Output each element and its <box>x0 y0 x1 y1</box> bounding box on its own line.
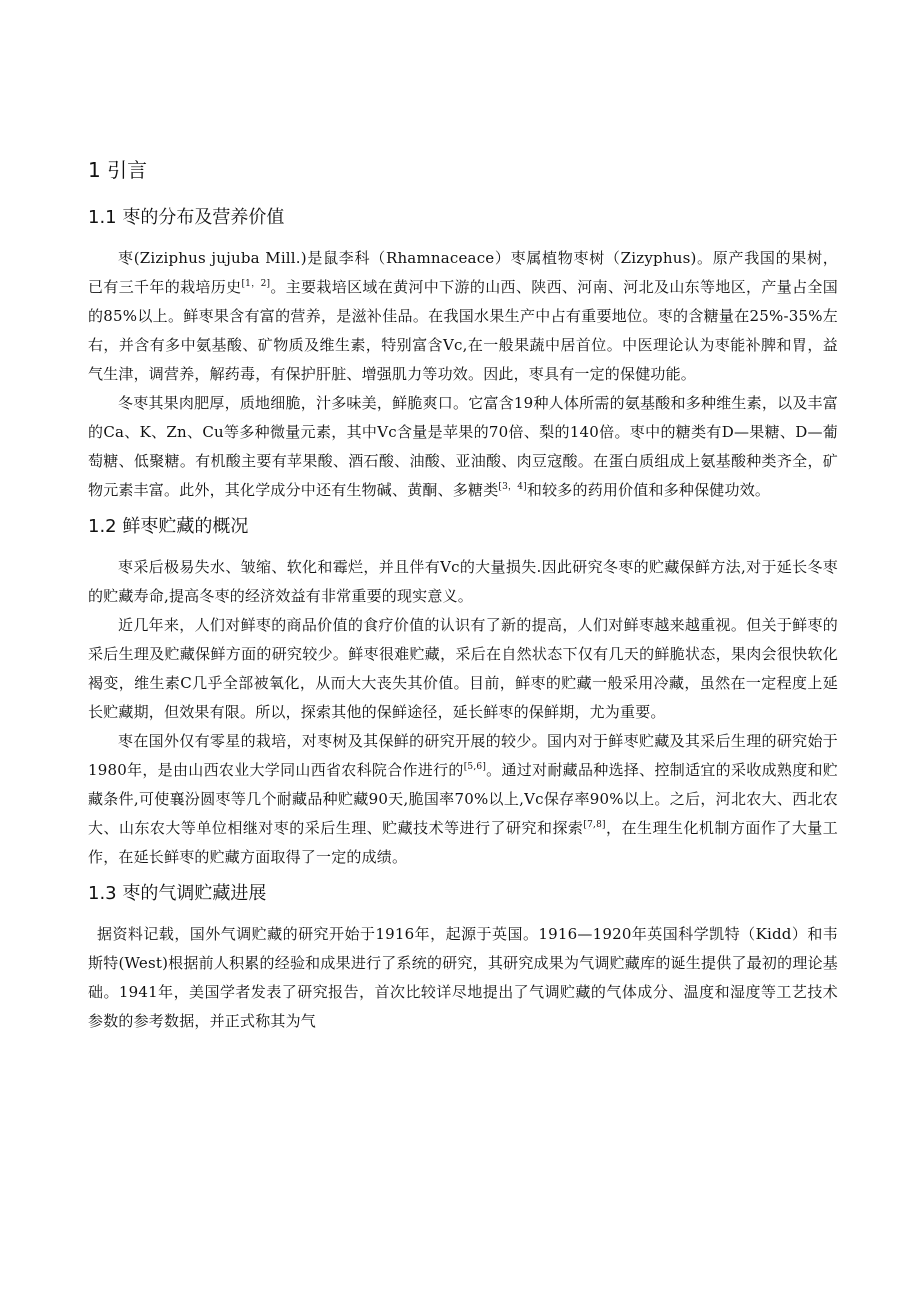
paragraph-text: 和较多的药用价值和多种保健功效。 <box>526 481 771 499</box>
citation: [3，4] <box>498 482 527 492</box>
paragraph-text: 枣(Ziziphus jujuba Mill.)是鼠李科（Rhamnaceace）枣属植物枣树（Zizyphus)。原产我国的果树，已有三千年的栽培历史 <box>88 249 838 296</box>
paragraph: 近几年来，人们对鲜枣的商品价值的食疗价值的认识有了新的提高，人们对鲜枣越来越重视。但关于鲜枣的采后生理及贮藏保鲜方面的研究较少。鲜枣很难贮藏，采后在自然状态下仅有几天的鲜脆状态，果肉会很快软化褐变，维生素C几乎全部被氧化，从而大大丧失其价值。目前，鲜枣的贮藏一般采用冷藏，虽然在一定程度上延长贮藏期，但效果有限。所以，探索其他的保鲜途径，延长鲜枣的保鲜期，尤为重要。 <box>88 616 838 721</box>
paragraph-text: 冬枣其果肉肥厚，质地细脆，汁多味美，鲜脆爽口。它富含19种人体所需的氨基酸和多种维生素，以及丰富的Ca、K、Zn、Cu等多种微量元素，其中Vc含量是苹果的70倍、梨的140倍。枣中的糖类有D—果糖、D—葡萄糖、低聚糖。有机酸主要有苹果酸、酒石酸、油酸、亚油酸、肉豆寇酸。在蛋白质组成上氨基酸种类齐全，矿物元素丰富。此外，其化学成分中还有生物碱、黄酮、多糖类 <box>88 394 838 499</box>
citation: [7,8] <box>583 820 606 830</box>
paragraph <box>88 727 838 872</box>
section-title-1-3: 1.3 枣的气调贮藏进展 <box>88 883 267 904</box>
paragraph-text: 。通过对耐藏品种选择、控制适宜的采收成熟度和贮藏条件,可使襄汾圆枣等几个耐藏品种贮藏90天,脆国率70%以上,Vc保存率90%以上。之后，河北农大、西北农大、山东农大等单位相继对枣的采后生理、贮藏技术等进行了研究和探索 <box>88 761 838 837</box>
paragraph <box>88 389 838 505</box>
paragraph-text: 枣在国外仅有零星的栽培，对枣树及其保鲜的研究开展的较少。国内对于鲜枣贮藏及其采后生理的研究始于1980年，是由山西农业大学同山西省农科院合作进行的 <box>88 732 838 779</box>
paragraph: 据资料记载，国外气调贮藏的研究开始于1916年，起源于英国。1916—1920年英国科学凯特（Kidd）和韦斯特(West)根据前人积累的经验和成果进行了系统的研究，其研究成果为气调贮藏库的诞生提供了最初的理论基础。1941年，美国学者发表了研究报告，首次比较详尽地提出了气调贮藏的气体成分、温度和湿度等工艺技术参数的参考数据，并正式称其为气 <box>88 925 838 1030</box>
paragraph: 枣采后极易失水、皱缩、软化和霉烂，并且伴有Vc的大量损失.因此研究冬枣的贮藏保鲜方法,对于延长冬枣的贮藏寿命,提高冬枣的经济效益有非常重要的现实意义。 <box>88 558 838 605</box>
paragraph-text: 。主要栽培区域在黄河中下游的山西、陕西、河南、河北及山东等地区，产量占全国的85%以上。鲜枣果含有富的营养，是滋补佳品。在我国水果生产中占有重要地位。枣的含糖量在25%-35%左右，并含有多中氨基酸、矿物质及维生素，特别富含Vc,在一般果蔬中居首位。中医理论认为枣能补脾和胃，益气生津，调营养，解药毒，有保护肝脏、增强肌力等功效。因此，枣具有一定的保健功能。 <box>88 278 838 383</box>
section-title-1-1: 1.1 枣的分布及营养价值 <box>88 207 285 228</box>
paragraph-text: ，在生理生化机制方面作了大量工作，在延长鲜枣的贮藏方面取得了一定的成绩。 <box>88 819 838 866</box>
citation: [5,6] <box>463 762 487 772</box>
citation: [1，2] <box>241 279 271 289</box>
paragraph <box>88 244 838 389</box>
document-body <box>88 152 838 1036</box>
chapter-heading: 1 引言 <box>88 158 148 182</box>
section-title-1-2: 1.2 鲜枣贮藏的概况 <box>88 516 249 537</box>
